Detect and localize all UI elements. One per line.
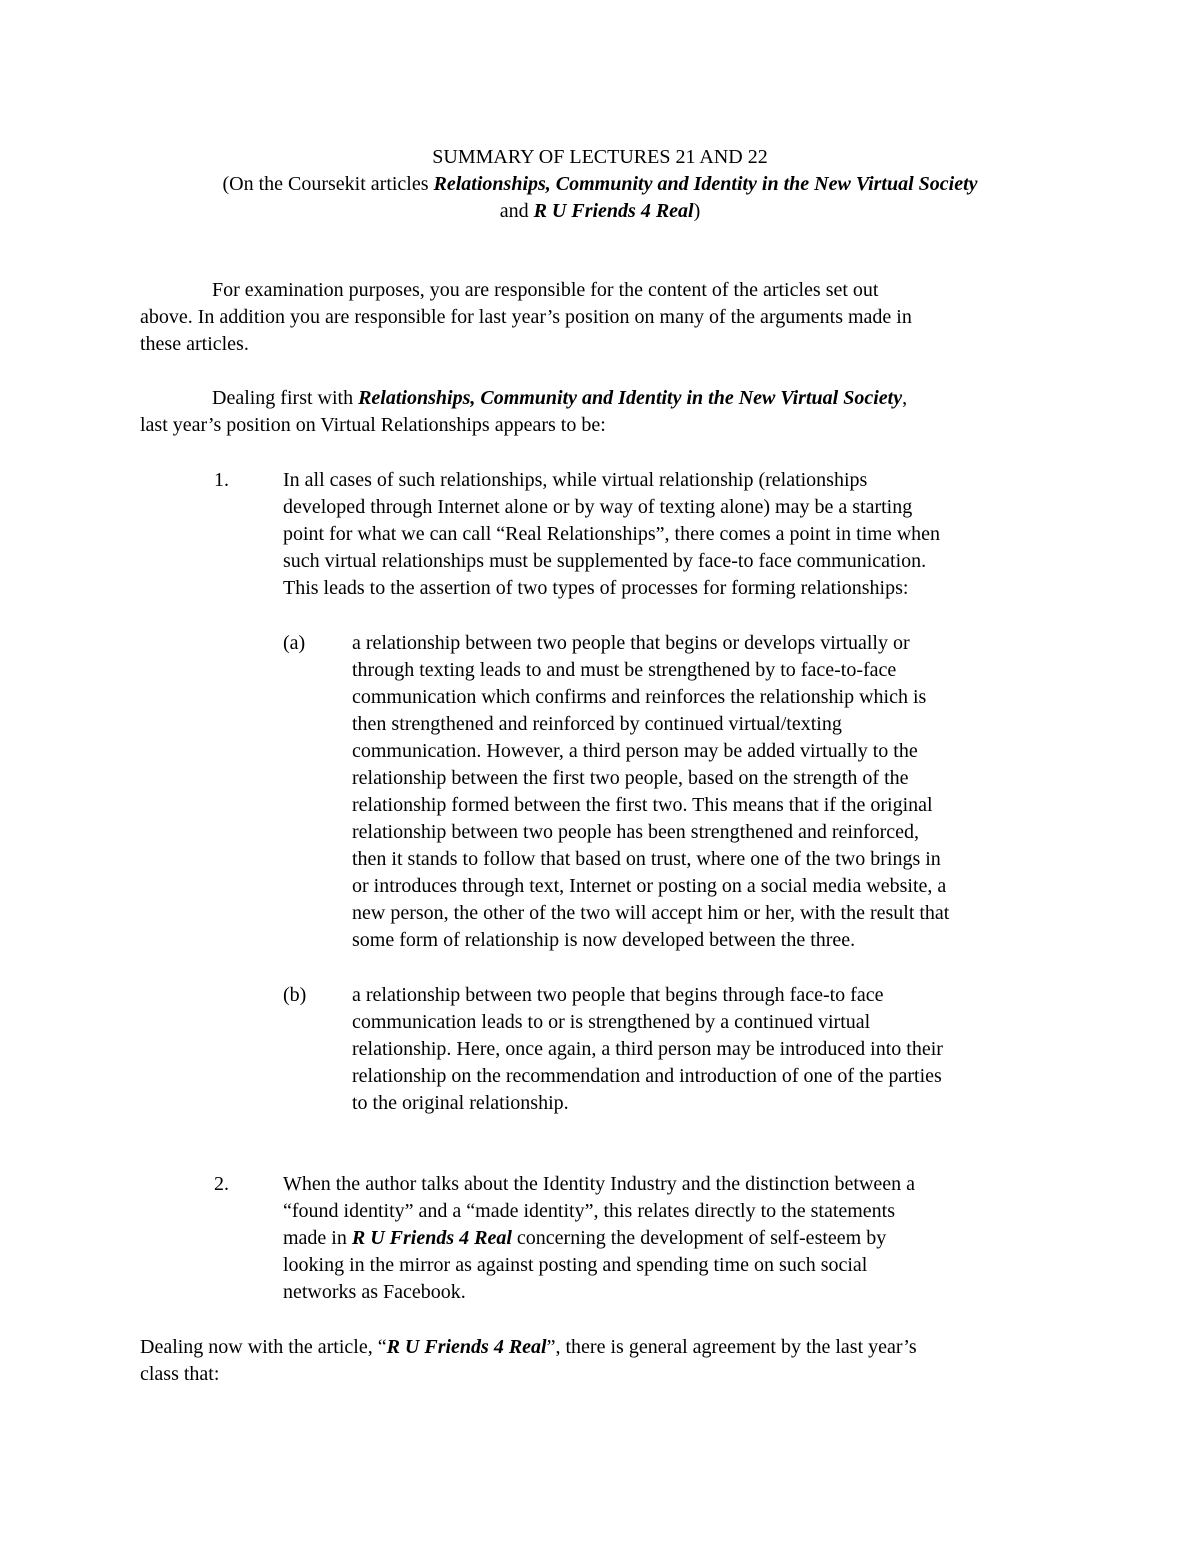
item1-line: In all cases of such relationships, while virtual relationship (relationships bbox=[283, 469, 868, 491]
sub-a-line: some form of relationship is now developed between the three. bbox=[352, 929, 856, 951]
subtitle-line-2 bbox=[0, 198, 1200, 225]
item2-line: “found identity” and a “made identity”, this relates directly to the statements bbox=[283, 1200, 896, 1222]
subtitle-line-2-text: and bbox=[499, 200, 534, 222]
subtitle-line-1 bbox=[0, 171, 1200, 198]
sub-item-b-text bbox=[352, 982, 1060, 1117]
list-item-1-text bbox=[283, 467, 1063, 602]
sub-b-line: to the original relationship. bbox=[352, 1092, 569, 1114]
sub-item-b-label: (b) bbox=[283, 984, 307, 1006]
intro-line-1-text: For examination purposes, you are responsible for the content of the articles set out bbox=[212, 279, 879, 301]
dealing-now-line-1 bbox=[140, 1334, 1060, 1361]
item2-line3-post: concerning the development of self-esteem by bbox=[511, 1227, 887, 1249]
sub-a-line: through texting leads to and must be strengthened by to face-to-face bbox=[352, 659, 897, 681]
dealing-first-post: , bbox=[902, 387, 908, 409]
sub-b-line: relationship on the recommendation and introduction of one of the parties bbox=[352, 1065, 942, 1087]
dealing-now-pre: Dealing now with the article, “ bbox=[140, 1336, 387, 1358]
item2-line3-pre: made in bbox=[283, 1227, 352, 1249]
sub-b-line: relationship. Here, once again, a third person may be introduced into their bbox=[352, 1038, 943, 1060]
item2-line: looking in the mirror as against posting and spending time on such social bbox=[283, 1254, 868, 1276]
page-title: SUMMARY OF LECTURES 21 AND 22 bbox=[432, 146, 768, 168]
sub-a-line: relationship formed between the first two. This means that if the original bbox=[352, 794, 933, 816]
item2-line bbox=[283, 1225, 1063, 1252]
sub-b-line: communication leads to or is strengthened by a continued virtual bbox=[352, 1011, 871, 1033]
item2-line: networks as Facebook. bbox=[283, 1281, 466, 1303]
dealing-now-article: R U Friends 4 Real bbox=[386, 1336, 547, 1358]
subtitle-article-1: Relationships, Community and Identity in the New Virtual Society bbox=[433, 173, 978, 195]
dealing-now-line-2: class that: bbox=[140, 1363, 220, 1385]
sub-a-line: relationship between two people has been strengthened and reinforced, bbox=[352, 821, 920, 843]
subtitle-line-2-close: ) bbox=[693, 200, 701, 222]
dealing-first-pre: Dealing first with bbox=[212, 387, 359, 409]
item1-line: This leads to the assertion of two types of processes for forming relationships: bbox=[283, 577, 909, 599]
sub-a-line: then strengthened and reinforced by continued virtual/texting bbox=[352, 713, 842, 735]
dealing-first-paragraph bbox=[140, 385, 1060, 439]
dealing-first-article: Relationships, Community and Identity in the New Virtual Society bbox=[358, 387, 903, 409]
intro-paragraph bbox=[140, 277, 1060, 358]
dealing-first-line-2: last year’s position on Virtual Relationships appears to be: bbox=[140, 414, 606, 436]
subtitle-article-2: R U Friends 4 Real bbox=[533, 200, 694, 222]
intro-line-1 bbox=[140, 277, 1060, 304]
intro-line-3: these articles. bbox=[140, 333, 249, 355]
item1-line: point for what we can call “Real Relationships”, there comes a point in time when bbox=[283, 523, 941, 545]
item2-article: R U Friends 4 Real bbox=[351, 1227, 512, 1249]
sub-item-a-label: (a) bbox=[283, 632, 306, 654]
sub-b-line: a relationship between two people that begins through face-to face bbox=[352, 984, 884, 1006]
sub-a-line: relationship between the first two people, based on the strength of the bbox=[352, 767, 909, 789]
sub-a-line: communication which confirms and reinforces the relationship which is bbox=[352, 686, 927, 708]
sub-a-line: or introduces through text, Internet or posting on a social media website, a bbox=[352, 875, 947, 897]
dealing-now-paragraph bbox=[140, 1334, 1060, 1388]
sub-a-line: a relationship between two people that begins or develops virtually or bbox=[352, 632, 910, 654]
sub-a-line: communication. However, a third person may be added virtually to the bbox=[352, 740, 918, 762]
intro-line-2: above. In addition you are responsible for last year’s position on many of the arguments made in bbox=[140, 306, 912, 328]
dealing-first-line-1 bbox=[140, 385, 1060, 412]
list-item-1-number: 1. bbox=[214, 469, 229, 491]
subtitle-line-1-text: (On the Coursekit articles bbox=[222, 173, 434, 195]
sub-a-line: new person, the other of the two will accept him or her, with the result that bbox=[352, 902, 950, 924]
item2-line: When the author talks about the Identity Industry and the distinction between a bbox=[283, 1173, 916, 1195]
item1-line: developed through Internet alone or by way of texting alone) may be a starting bbox=[283, 496, 913, 518]
list-item-2-text bbox=[283, 1171, 1063, 1306]
title-block bbox=[0, 144, 1200, 225]
sub-a-line: then it stands to follow that based on trust, where one of the two brings in bbox=[352, 848, 941, 870]
item1-line: such virtual relationships must be supplemented by face-to face communication. bbox=[283, 550, 927, 572]
sub-item-a-text bbox=[352, 630, 1060, 954]
list-item-2-number: 2. bbox=[214, 1173, 229, 1195]
dealing-now-post: ”, there is general agreement by the last year’s bbox=[546, 1336, 917, 1358]
